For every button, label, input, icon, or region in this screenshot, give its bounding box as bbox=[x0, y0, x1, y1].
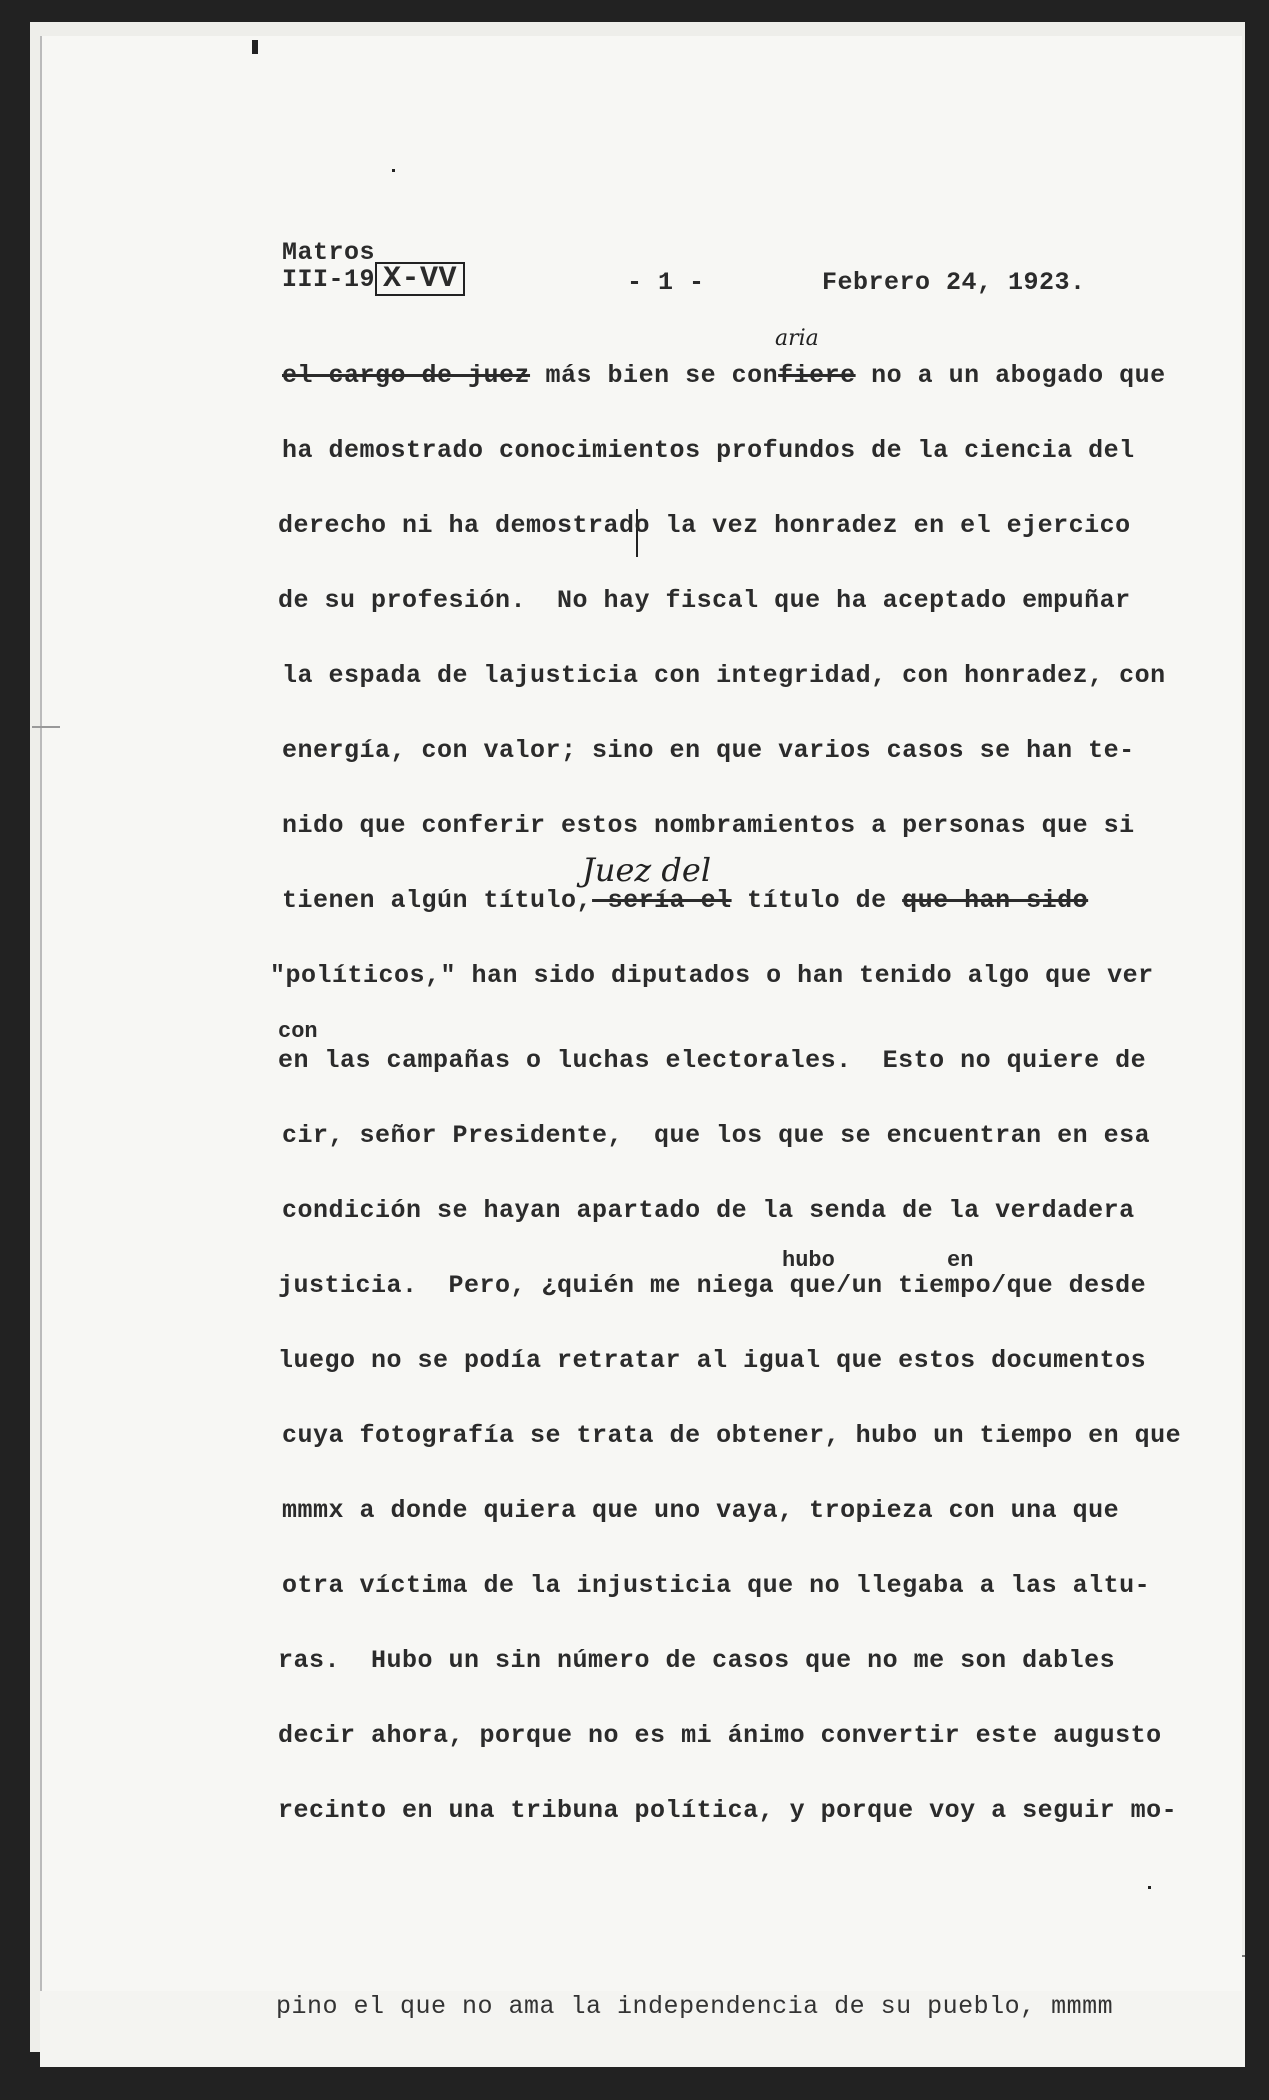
document-page bbox=[40, 36, 1242, 1991]
text-line-15: cuya fotografía se trata de obtener, hubo un tiempo en que bbox=[282, 1421, 1182, 1450]
text-line-14: luego no se podía retratar al igual que estos documentos bbox=[278, 1346, 1147, 1375]
document-code bbox=[282, 262, 465, 296]
margin-tick bbox=[32, 726, 60, 728]
author-name: Matros bbox=[282, 238, 376, 267]
struck-text: sería el bbox=[592, 886, 732, 915]
text-line-2: ha demostrado conocimientos profundos de la ciencia del bbox=[282, 436, 1135, 465]
typed-insertion-hubo: hubo bbox=[782, 1248, 835, 1273]
struck-text: que han sido bbox=[902, 886, 1089, 915]
handwritten-correction: aria bbox=[775, 326, 819, 351]
text-line-8 bbox=[282, 886, 1088, 915]
text-line-6: energía, con valor; sino en que varios casos se han te- bbox=[282, 736, 1135, 765]
text-segment: más bien se con bbox=[530, 361, 779, 390]
document-date: Febrero 24, 1923. bbox=[822, 268, 1086, 297]
handwritten-insertion: Juez del bbox=[582, 851, 712, 889]
text-line-20: recinto en una tribuna política, y porque voy a seguir mo- bbox=[278, 1796, 1178, 1825]
code-boxed: X-VV bbox=[375, 262, 465, 296]
text-line-3: derecho ni ha demostrado la vez honradez en el ejercico bbox=[278, 511, 1131, 540]
text-line-13: justicia. Pero, ¿quién me niega que/un tiempo/que desde bbox=[278, 1271, 1147, 1300]
struck-text: el cargo de juez bbox=[282, 361, 531, 390]
text-line-12: condición se hayan apartado de la senda de la verdadera bbox=[282, 1196, 1135, 1225]
text-line-10: en las campañas o luchas electorales. Esto no quiere de bbox=[278, 1046, 1147, 1075]
text-line-7: nido que conferir estos nombramientos a personas que si bbox=[282, 811, 1135, 840]
text-line-17: otra víctima de la injusticia que no llegaba a las altu- bbox=[282, 1571, 1151, 1600]
speck bbox=[1148, 1886, 1151, 1889]
text-line-11: cir, señor Presidente, que los que se encuentran en esa bbox=[282, 1121, 1151, 1150]
speck bbox=[392, 169, 395, 172]
text-segment: no a un abogado que bbox=[855, 361, 1166, 390]
text-line-18: ras. Hubo un sin número de casos que no me son dables bbox=[278, 1646, 1116, 1675]
page-number: - 1 - bbox=[627, 268, 705, 297]
text-line-9: "políticos," han sido diputados o han tenido algo que ver bbox=[270, 961, 1154, 990]
text-segment: título de bbox=[731, 886, 903, 915]
text-line-4: de su profesión. No hay fiscal que ha aceptado empuñar bbox=[278, 586, 1131, 615]
code-prefix: III-19 bbox=[282, 265, 376, 294]
punch-mark bbox=[252, 40, 258, 54]
typed-insertion-con: con bbox=[278, 1019, 318, 1044]
text-line-19: decir ahora, porque no es mi ánimo convertir este augusto bbox=[278, 1721, 1162, 1750]
text-line-1 bbox=[282, 361, 1166, 390]
text-segment: tienen algún título, bbox=[282, 886, 593, 915]
struck-text: fiere bbox=[778, 361, 856, 390]
text-line-5: la espada de lajusticia con integridad, con honradez, con bbox=[282, 661, 1166, 690]
next-sheet-text: pino el que no ama la independencia de su pueblo, mmmm bbox=[276, 1992, 1114, 2021]
typed-insertion-en: en bbox=[947, 1248, 974, 1273]
text-line-16: mmmx a donde quiera que uno vaya, tropieza con una que bbox=[282, 1496, 1120, 1525]
